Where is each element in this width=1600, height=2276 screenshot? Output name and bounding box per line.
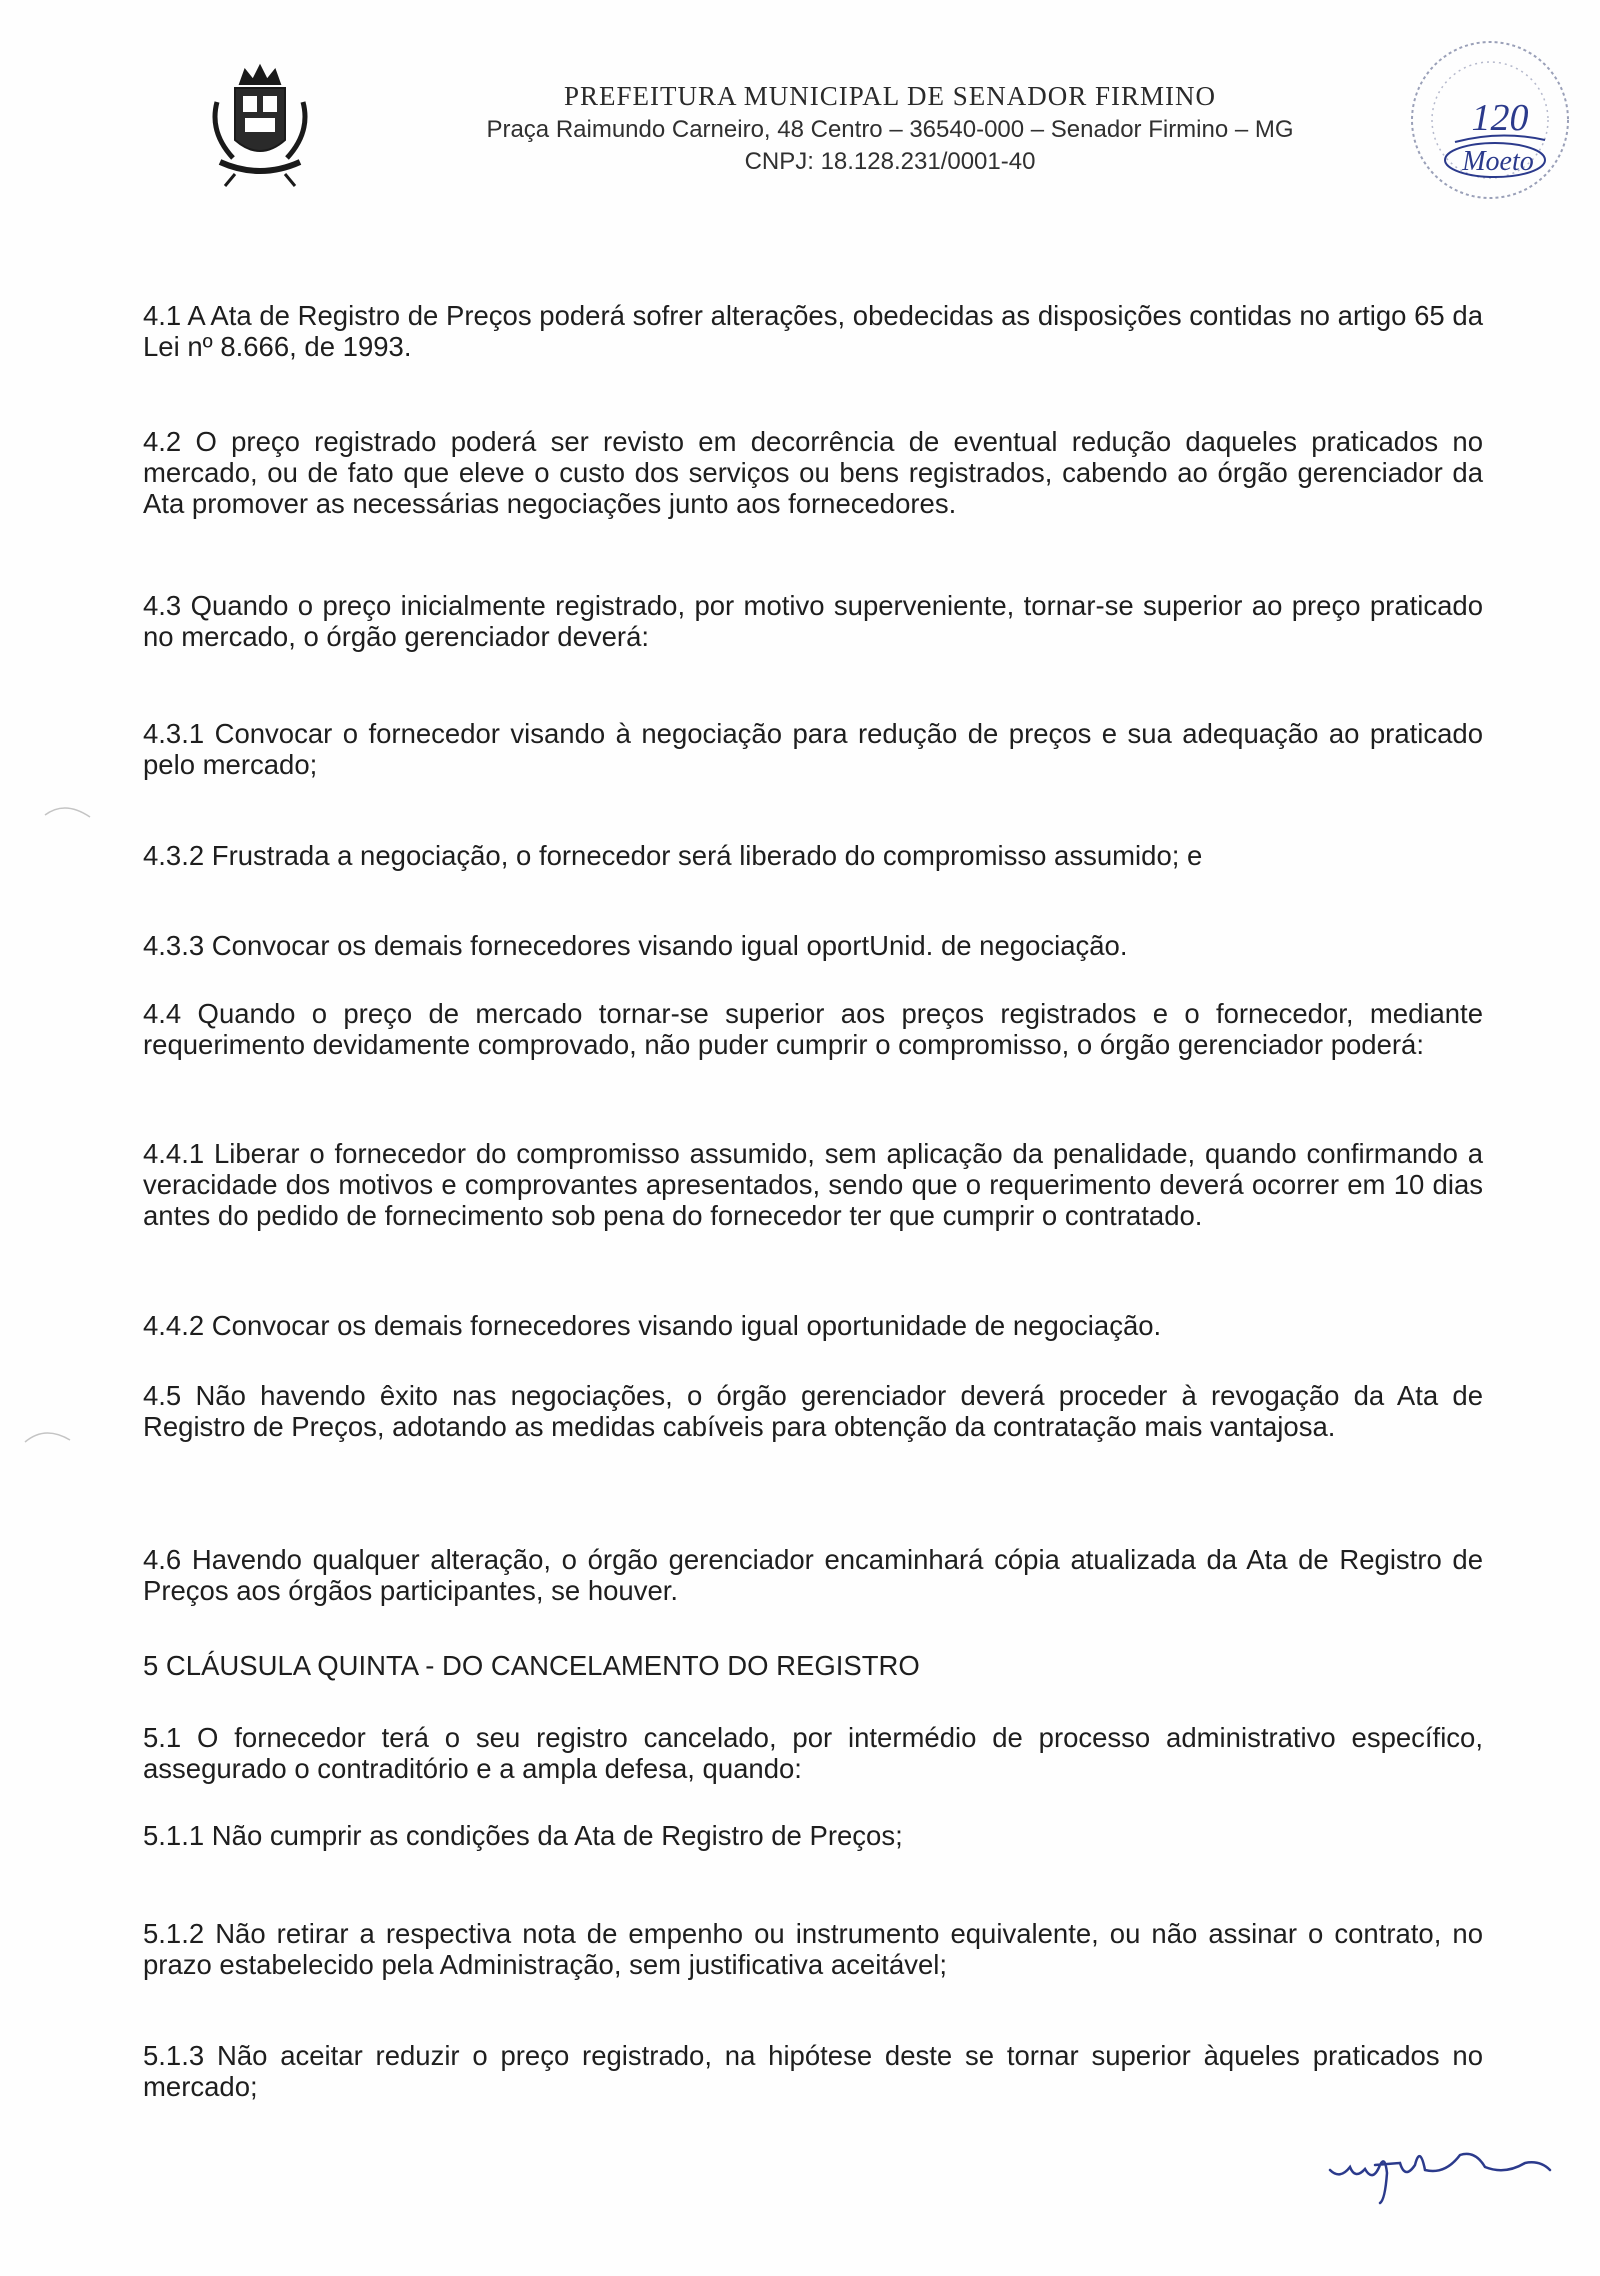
municipality-address: Praça Raimundo Carneiro, 48 Centro – 36540-000 – Senador Firmino – MG xyxy=(486,116,1294,143)
clause-4-4-2: 4.4.2 Convocar os demais fornecedores visando igual oportunidade de negociação. xyxy=(143,1310,1162,1341)
clause-4-6: 4.6 Havendo qualquer alteração, o órgão gerenciador encaminhará cópia atualizada da Ata de Registro de Preços aos órgãos participantes, se houver. xyxy=(143,1544,1483,1606)
clause-4-3-3: 4.3.3 Convocar os demais fornecedores visando igual oportUnid. de negociação. xyxy=(143,930,1128,961)
scan-mark xyxy=(40,795,100,825)
commission-stamp xyxy=(1400,30,1580,210)
clause-5-1-3: 5.1.3 Não aceitar reduzir o preço registrado, na hipótese deste se tornar superior àqueles praticados no mercado; xyxy=(143,2040,1483,2102)
clause-4-1: 4.1 A Ata de Registro de Preços poderá sofrer alterações, obedecidas as disposições contidas no artigo 65 da Lei nº 8.666, de 1993. xyxy=(143,300,1483,362)
stamp-initials: Moeto xyxy=(1462,146,1534,177)
municipality-name: PREFEITURA MUNICIPAL DE SENADOR FIRMINO xyxy=(563,81,1217,111)
stamp-page-number: 120 xyxy=(1471,97,1529,139)
letterhead xyxy=(380,78,1400,178)
municipality-cnpj: CNPJ: 18.128.231/0001-40 xyxy=(744,148,1036,175)
clause-5-heading: 5 CLÁUSULA QUINTA - DO CANCELAMENTO DO REGISTRO xyxy=(143,1650,920,1681)
clause-4-2: 4.2 O preço registrado poderá ser revisto em decorrência de eventual redução daqueles praticados no mercado, ou de fato que eleve o custo dos serviços ou bens registrados, cabendo ao órgão gerenciador da Ata promover as necessárias negociações junto aos fornecedores. xyxy=(143,426,1483,519)
clause-4-4-1: 4.4.1 Liberar o fornecedor do compromisso assumido, sem aplicação da penalidade, quando confirmando a veracidade dos motivos e comprovantes apresentados, sendo que o requerimento deverá ocorrer em 10 dias antes do pedido de fornecimento sob pena do fornecedor ter que cumprir o contratado. xyxy=(143,1138,1483,1231)
clause-4-5: 4.5 Não havendo êxito nas negociações, o órgão gerenciador deverá proceder à revogação da Ata de Registro de Preços, adotando as medidas cabíveis para obtenção da contratação mais vantajosa. xyxy=(143,1380,1483,1442)
municipal-crest-icon xyxy=(205,62,315,192)
clause-5-1-1: 5.1.1 Não cumprir as condições da Ata de Registro de Preços; xyxy=(143,1820,903,1851)
clause-4-3-2: 4.3.2 Frustrada a negociação, o fornecedor será liberado do compromisso assumido; e xyxy=(143,840,1203,871)
scan-mark xyxy=(20,1420,80,1450)
clause-4-3: 4.3 Quando o preço inicialmente registrado, por motivo superveniente, tornar-se superior ao preço praticado no mercado, o órgão gerenciador deverá: xyxy=(143,590,1483,652)
clause-4-3-1: 4.3.1 Convocar o fornecedor visando à negociação para redução de preços e sua adequação ao praticado pelo mercado; xyxy=(143,718,1483,780)
handwritten-signature xyxy=(1325,2125,1555,2205)
clause-4-4: 4.4 Quando o preço de mercado tornar-se superior aos preços registrados e o fornecedor, mediante requerimento devidamente comprovado, não puder cumprir o compromisso, o órgão gerenciador poderá: xyxy=(143,998,1483,1060)
clause-5-1: 5.1 O fornecedor terá o seu registro cancelado, por intermédio de processo administrativo específico, assegurado o contraditório e a ampla defesa, quando: xyxy=(143,1722,1483,1784)
clause-5-1-2: 5.1.2 Não retirar a respectiva nota de empenho ou instrumento equivalente, ou não assinar o contrato, no prazo estabelecido pela Administração, sem justificativa aceitável; xyxy=(143,1918,1483,1980)
